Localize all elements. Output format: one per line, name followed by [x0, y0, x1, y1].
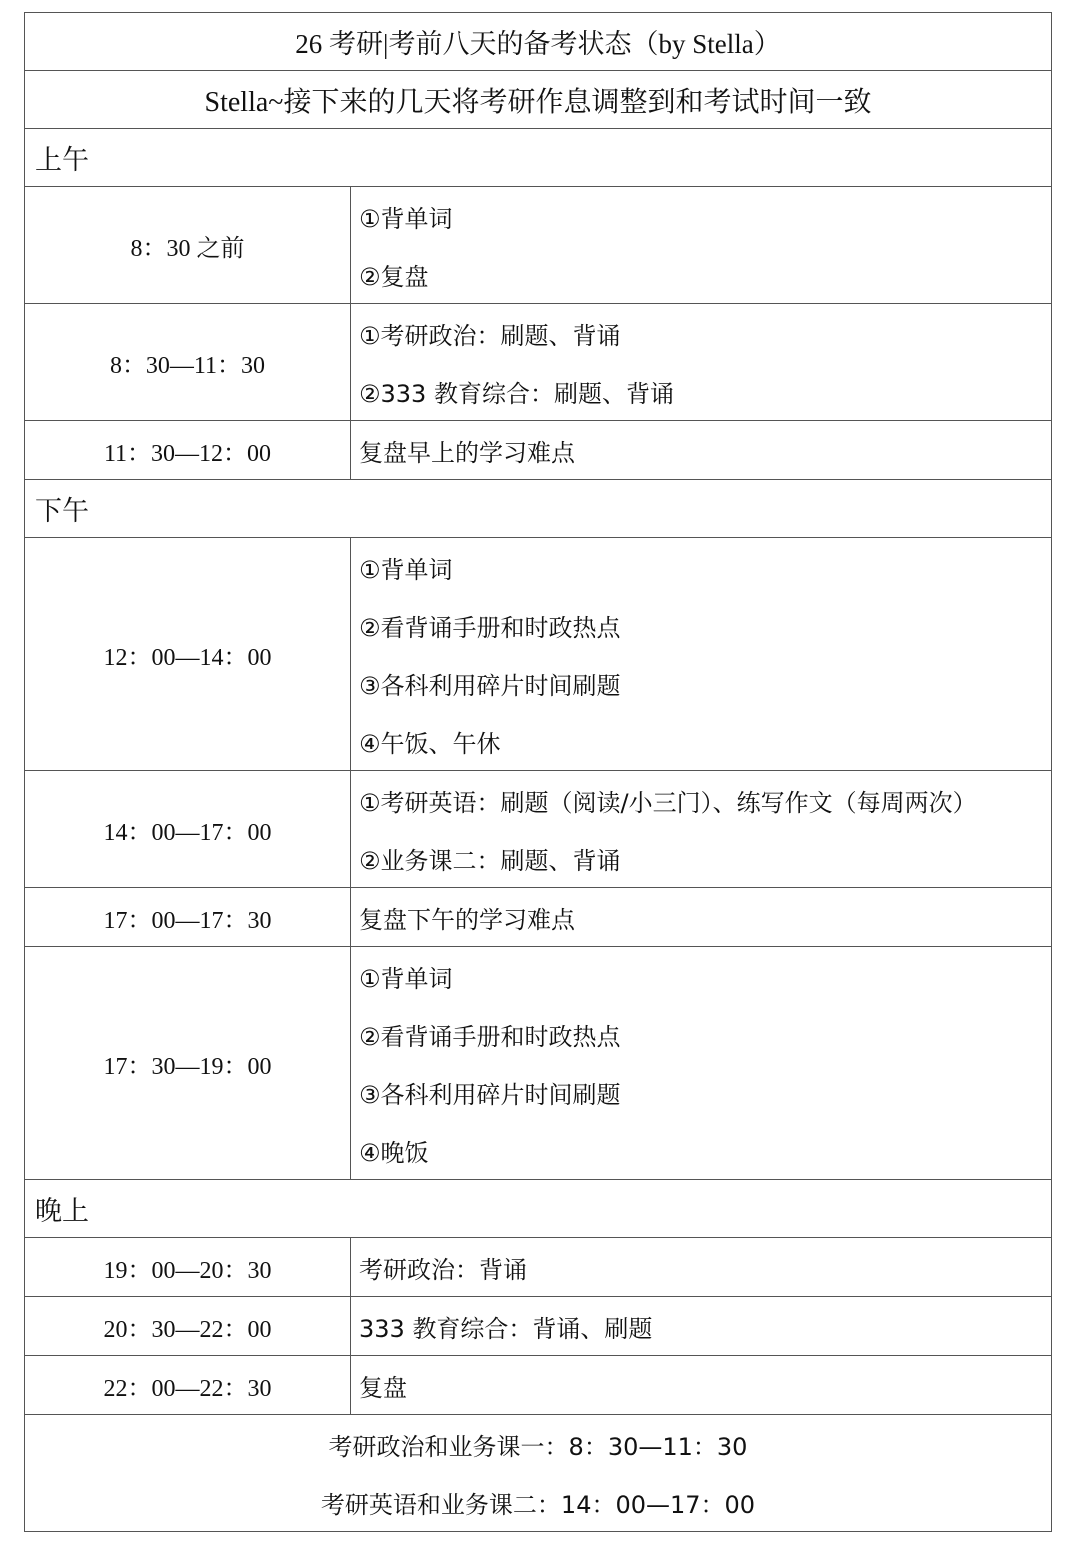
task-item: ①背单词: [359, 204, 453, 233]
footer-row: [25, 1414, 1051, 1531]
task-item: ②业务课二：刷题、背诵: [359, 846, 621, 875]
section-heading: 下午: [35, 496, 89, 527]
schedule-row: [25, 887, 1051, 946]
footer-line: 考研英语和业务课二：14：00—17：00: [320, 1490, 756, 1519]
task-item: ③各科利用碎片时间刷题: [359, 671, 621, 700]
task-item: 考研政治：背诵: [359, 1255, 527, 1284]
task-list: [351, 538, 1051, 770]
task-list: [351, 1297, 1051, 1355]
time-slot: 22：00—22：30: [25, 1356, 351, 1414]
task-item: ①考研英语：刷题（阅读/小三门）、练写作文（每周两次）: [359, 788, 977, 817]
task-item: ①考研政治：刷题、背诵: [359, 321, 621, 350]
time-slot: 8：30—11：30: [25, 304, 351, 420]
task-list: [351, 1356, 1051, 1414]
title-row: [25, 13, 1051, 70]
schedule-row: [25, 1237, 1051, 1296]
time-slot: 8：30 之前: [25, 187, 351, 303]
schedule-body: [25, 128, 1051, 1414]
task-item: 复盘早上的学习难点: [359, 438, 575, 467]
task-item: ②看背诵手册和时政热点: [359, 613, 621, 642]
time-slot: 17：30—19：00: [25, 947, 351, 1179]
section-heading: 上午: [35, 145, 89, 176]
task-item: ②复盘: [359, 262, 429, 291]
schedule-row: [25, 186, 1051, 303]
task-item: 复盘: [359, 1373, 407, 1402]
schedule-row: [25, 303, 1051, 420]
task-item: ④晚饭: [359, 1138, 429, 1167]
time-slot: 17：00—17：30: [25, 888, 351, 946]
schedule-row: [25, 946, 1051, 1179]
time-slot: 19：00—20：30: [25, 1238, 351, 1296]
footer-line: 考研政治和业务课一：8：30—11：30: [328, 1432, 748, 1461]
time-slot: 12：00—14：00: [25, 538, 351, 770]
task-item: ②看背诵手册和时政热点: [359, 1022, 621, 1051]
exam-times-footer: [25, 1415, 1051, 1531]
task-item: ②333 教育综合：刷题、背诵: [359, 379, 674, 408]
time-slot: 11：30—12：00: [25, 421, 351, 479]
subtitle-row: [25, 70, 1051, 128]
task-item: 333 教育综合：背诵、刷题: [359, 1314, 653, 1343]
schedule-row: [25, 1296, 1051, 1355]
schedule-row: [25, 1355, 1051, 1414]
schedule-row: [25, 537, 1051, 770]
task-list: [351, 771, 1051, 887]
page-subtitle: Stella~接下来的几天将考研作息调整到和考试时间一致: [204, 86, 872, 118]
task-item: ③各科利用碎片时间刷题: [359, 1080, 621, 1109]
time-slot: 14：00—17：00: [25, 771, 351, 887]
task-list: [351, 1238, 1051, 1296]
schedule-row: [25, 420, 1051, 479]
task-list: [351, 421, 1051, 479]
section-heading: 晚上: [35, 1196, 89, 1227]
schedule-row: [25, 770, 1051, 887]
task-list: [351, 947, 1051, 1179]
section-row: [25, 479, 1051, 537]
section-row: [25, 1179, 1051, 1237]
task-list: [351, 888, 1051, 946]
task-list: [351, 304, 1051, 420]
schedule-table: [24, 12, 1052, 1532]
task-item: ④午饭、午休: [359, 729, 501, 758]
page-title: 26 考研|考前八天的备考状态（by Stella）: [295, 29, 781, 59]
section-row: [25, 128, 1051, 186]
task-item: ①背单词: [359, 964, 453, 993]
task-item: ①背单词: [359, 555, 453, 584]
time-slot: 20：30—22：00: [25, 1297, 351, 1355]
task-item: 复盘下午的学习难点: [359, 905, 575, 934]
task-list: [351, 187, 1051, 303]
